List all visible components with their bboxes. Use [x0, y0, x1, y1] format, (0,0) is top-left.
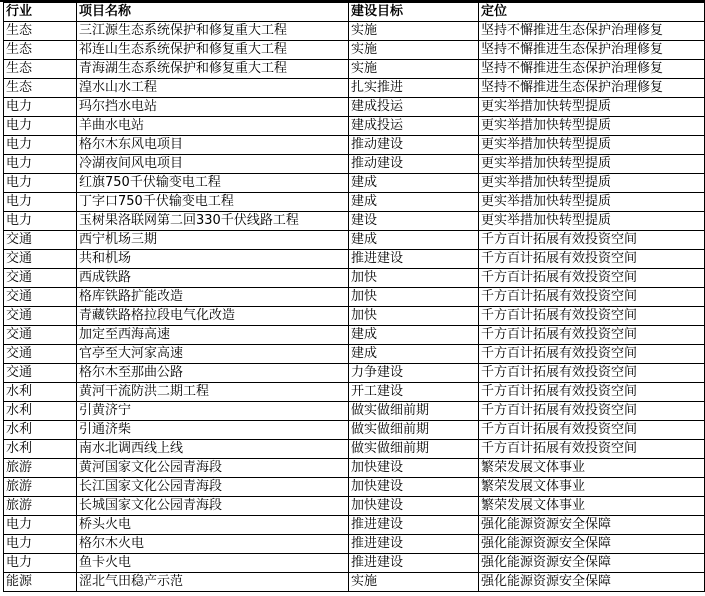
- table-row: [4, 174, 705, 193]
- cell-positioning[interactable]: 坚持不懈推进生态保护治理修复: [479, 41, 705, 60]
- table-row: [4, 440, 705, 459]
- cell-project-name[interactable]: 祁连山生态系统保护和修复重大工程: [77, 41, 349, 60]
- cell-construction-goal[interactable]: 推进建设: [349, 516, 479, 535]
- table-row: [4, 573, 705, 592]
- cell-construction-goal[interactable]: 推进建设: [349, 535, 479, 554]
- cell-positioning[interactable]: 千方百计拓展有效投资空间: [479, 345, 705, 364]
- cell-project-name[interactable]: 湟水山水工程: [77, 79, 349, 98]
- cell-construction-goal[interactable]: 推进建设: [349, 554, 479, 573]
- cell-construction-goal[interactable]: 加快: [349, 307, 479, 326]
- cell-project-name[interactable]: 丁字口750千伏输变电工程: [77, 193, 349, 212]
- cell-project-name[interactable]: 西宁机场三期: [77, 231, 349, 250]
- cell-construction-goal[interactable]: 实施: [349, 22, 479, 41]
- cell-positioning[interactable]: 繁荣发展文体事业: [479, 478, 705, 497]
- cell-project-name[interactable]: 格尔木东风电项目: [77, 136, 349, 155]
- cell-positioning[interactable]: 繁荣发展文体事业: [479, 497, 705, 516]
- cell-industry[interactable]: 电力: [4, 516, 77, 535]
- cell-industry[interactable]: 水利: [4, 440, 77, 459]
- projects-table: [3, 2, 705, 592]
- cell-positioning[interactable]: 千方百计拓展有效投资空间: [479, 421, 705, 440]
- table-row: [4, 326, 705, 345]
- cell-project-name[interactable]: 红旗750千伏输变电工程: [77, 174, 349, 193]
- table-row: [4, 22, 705, 41]
- cell-industry[interactable]: 水利: [4, 402, 77, 421]
- cell-project-name[interactable]: 玛尔挡水电站: [77, 98, 349, 117]
- cell-construction-goal[interactable]: 建成投运: [349, 117, 479, 136]
- cell-industry[interactable]: 交通: [4, 250, 77, 269]
- table-row: [4, 41, 705, 60]
- cell-positioning[interactable]: 千方百计拓展有效投资空间: [479, 440, 705, 459]
- cell-construction-goal[interactable]: 力争建设: [349, 364, 479, 383]
- cell-industry[interactable]: 电力: [4, 554, 77, 573]
- cell-positioning[interactable]: 强化能源资源安全保障: [479, 573, 705, 592]
- table-row: [4, 60, 705, 79]
- cell-industry[interactable]: 交通: [4, 326, 77, 345]
- cell-project-name[interactable]: 黄河国家文化公园青海段: [77, 459, 349, 478]
- cell-positioning[interactable]: 更实举措加快转型提质: [479, 155, 705, 174]
- cell-project-name[interactable]: 冷湖夜间风电项目: [77, 155, 349, 174]
- cell-industry[interactable]: 生态: [4, 79, 77, 98]
- table-row: [4, 307, 705, 326]
- cell-positioning[interactable]: 千方百计拓展有效投资空间: [479, 269, 705, 288]
- cell-project-name[interactable]: 长江国家文化公园青海段: [77, 478, 349, 497]
- cell-industry[interactable]: 交通: [4, 345, 77, 364]
- table-row: [4, 459, 705, 478]
- table-row: [4, 497, 705, 516]
- cell-positioning[interactable]: 千方百计拓展有效投资空间: [479, 326, 705, 345]
- cell-construction-goal[interactable]: 推动建设: [349, 155, 479, 174]
- cell-industry[interactable]: 生态: [4, 22, 77, 41]
- header-industry[interactable]: 行业: [4, 3, 77, 22]
- cell-project-name[interactable]: 南水北调西线上线: [77, 440, 349, 459]
- cell-construction-goal[interactable]: 建成投运: [349, 98, 479, 117]
- cell-industry[interactable]: 电力: [4, 535, 77, 554]
- table-body: [4, 22, 705, 592]
- table-row: [4, 421, 705, 440]
- cell-project-name[interactable]: 三江源生态系统保护和修复重大工程: [77, 22, 349, 41]
- cell-construction-goal[interactable]: 做实做细前期: [349, 402, 479, 421]
- cell-industry[interactable]: 电力: [4, 117, 77, 136]
- cell-construction-goal[interactable]: 开工建设: [349, 383, 479, 402]
- table-header: [4, 3, 705, 22]
- table-row: [4, 212, 705, 231]
- cell-construction-goal[interactable]: 实施: [349, 60, 479, 79]
- cell-industry[interactable]: 电力: [4, 193, 77, 212]
- cell-positioning[interactable]: 坚持不懈推进生态保护治理修复: [479, 79, 705, 98]
- cell-project-name[interactable]: 西成铁路: [77, 269, 349, 288]
- cell-construction-goal[interactable]: 建成: [349, 174, 479, 193]
- cell-construction-goal[interactable]: 建设: [349, 212, 479, 231]
- cell-project-name[interactable]: 桥头火电: [77, 516, 349, 535]
- cell-construction-goal[interactable]: 建成: [349, 345, 479, 364]
- cell-construction-goal[interactable]: 实施: [349, 573, 479, 592]
- cell-construction-goal[interactable]: 扎实推进: [349, 79, 479, 98]
- cell-positioning[interactable]: 更实举措加快转型提质: [479, 174, 705, 193]
- cell-construction-goal[interactable]: 推动建设: [349, 136, 479, 155]
- cell-positioning[interactable]: 千方百计拓展有效投资空间: [479, 364, 705, 383]
- cell-industry[interactable]: 交通: [4, 364, 77, 383]
- cell-project-name[interactable]: 黄河干流防洪二期工程: [77, 383, 349, 402]
- cell-positioning[interactable]: 更实举措加快转型提质: [479, 117, 705, 136]
- cell-positioning[interactable]: 坚持不懈推进生态保护治理修复: [479, 22, 705, 41]
- cell-project-name[interactable]: 羊曲水电站: [77, 117, 349, 136]
- table-row: [4, 478, 705, 497]
- table-row: [4, 136, 705, 155]
- header-row: [4, 3, 705, 22]
- cell-construction-goal[interactable]: 推进建设: [349, 250, 479, 269]
- cell-construction-goal[interactable]: 建成: [349, 231, 479, 250]
- cell-positioning[interactable]: 强化能源资源安全保障: [479, 516, 705, 535]
- cell-industry[interactable]: 旅游: [4, 459, 77, 478]
- cell-positioning[interactable]: 千方百计拓展有效投资空间: [479, 231, 705, 250]
- cell-positioning[interactable]: 强化能源资源安全保障: [479, 535, 705, 554]
- cell-positioning[interactable]: 繁荣发展文体事业: [479, 459, 705, 478]
- cell-construction-goal[interactable]: 加快: [349, 288, 479, 307]
- cell-project-name[interactable]: 格尔木至那曲公路: [77, 364, 349, 383]
- cell-industry[interactable]: 能源: [4, 573, 77, 592]
- cell-construction-goal[interactable]: 加快建设: [349, 478, 479, 497]
- table-row: [4, 155, 705, 174]
- cell-construction-goal[interactable]: 加快建设: [349, 459, 479, 478]
- cell-positioning[interactable]: 更实举措加快转型提质: [479, 98, 705, 117]
- cell-positioning[interactable]: 千方百计拓展有效投资空间: [479, 288, 705, 307]
- header-project-name[interactable]: 项目名称: [77, 3, 349, 22]
- cell-positioning[interactable]: 更实举措加快转型提质: [479, 193, 705, 212]
- cell-industry[interactable]: 旅游: [4, 497, 77, 516]
- cell-positioning[interactable]: 坚持不懈推进生态保护治理修复: [479, 60, 705, 79]
- cell-industry[interactable]: 交通: [4, 288, 77, 307]
- cell-industry[interactable]: 水利: [4, 383, 77, 402]
- table-row: [4, 535, 705, 554]
- table-row: [4, 79, 705, 98]
- table-row: [4, 554, 705, 573]
- cell-positioning[interactable]: 更实举措加快转型提质: [479, 136, 705, 155]
- table-row: [4, 516, 705, 535]
- table-row: [4, 231, 705, 250]
- cell-project-name[interactable]: 官亭至大河家高速: [77, 345, 349, 364]
- cell-industry[interactable]: 生态: [4, 41, 77, 60]
- table-row: [4, 345, 705, 364]
- cell-industry[interactable]: 交通: [4, 269, 77, 288]
- cell-project-name[interactable]: 引通济柴: [77, 421, 349, 440]
- cell-project-name[interactable]: 涩北气田稳产示范: [77, 573, 349, 592]
- header-positioning[interactable]: 定位: [479, 3, 705, 22]
- cell-industry[interactable]: 水利: [4, 421, 77, 440]
- cell-positioning[interactable]: 千方百计拓展有效投资空间: [479, 383, 705, 402]
- cell-industry[interactable]: 电力: [4, 212, 77, 231]
- cell-positioning[interactable]: 千方百计拓展有效投资空间: [479, 307, 705, 326]
- table-row: [4, 269, 705, 288]
- cell-project-name[interactable]: 玉树果洛联网第二回330千伏线路工程: [77, 212, 349, 231]
- table-row: [4, 402, 705, 421]
- cell-construction-goal[interactable]: 做实做细前期: [349, 421, 479, 440]
- cell-construction-goal[interactable]: 做实做细前期: [349, 440, 479, 459]
- cell-construction-goal[interactable]: 实施: [349, 41, 479, 60]
- cell-industry[interactable]: 电力: [4, 98, 77, 117]
- cell-project-name[interactable]: 青海湖生态系统保护和修复重大工程: [77, 60, 349, 79]
- cell-industry[interactable]: 旅游: [4, 478, 77, 497]
- table-row: [4, 250, 705, 269]
- cell-industry[interactable]: 生态: [4, 60, 77, 79]
- cell-construction-goal[interactable]: 加快建设: [349, 497, 479, 516]
- cell-positioning[interactable]: 强化能源资源安全保障: [479, 554, 705, 573]
- cell-construction-goal[interactable]: 建成: [349, 326, 479, 345]
- cell-positioning[interactable]: 千方百计拓展有效投资空间: [479, 402, 705, 421]
- cell-project-name[interactable]: 格库铁路扩能改造: [77, 288, 349, 307]
- cell-project-name[interactable]: 共和机场: [77, 250, 349, 269]
- table-row: [4, 383, 705, 402]
- cell-industry[interactable]: 交通: [4, 307, 77, 326]
- cell-construction-goal[interactable]: 建成: [349, 193, 479, 212]
- header-construction-goal[interactable]: 建设目标: [349, 3, 479, 22]
- cell-construction-goal[interactable]: 加快: [349, 269, 479, 288]
- table-row: [4, 117, 705, 136]
- table-row: [4, 288, 705, 307]
- cell-project-name[interactable]: 引黄济宁: [77, 402, 349, 421]
- cell-project-name[interactable]: 青藏铁路格拉段电气化改造: [77, 307, 349, 326]
- table-row: [4, 98, 705, 117]
- cell-project-name[interactable]: 长城国家文化公园青海段: [77, 497, 349, 516]
- cell-project-name[interactable]: 鱼卡火电: [77, 554, 349, 573]
- cell-industry[interactable]: 电力: [4, 136, 77, 155]
- table-row: [4, 193, 705, 212]
- cell-industry[interactable]: 电力: [4, 155, 77, 174]
- cell-project-name[interactable]: 加定至西海高速: [77, 326, 349, 345]
- cell-industry[interactable]: 交通: [4, 231, 77, 250]
- cell-positioning[interactable]: 更实举措加快转型提质: [479, 212, 705, 231]
- table-row: [4, 364, 705, 383]
- cell-industry[interactable]: 电力: [4, 174, 77, 193]
- cell-project-name[interactable]: 格尔木火电: [77, 535, 349, 554]
- cell-positioning[interactable]: 千方百计拓展有效投资空间: [479, 250, 705, 269]
